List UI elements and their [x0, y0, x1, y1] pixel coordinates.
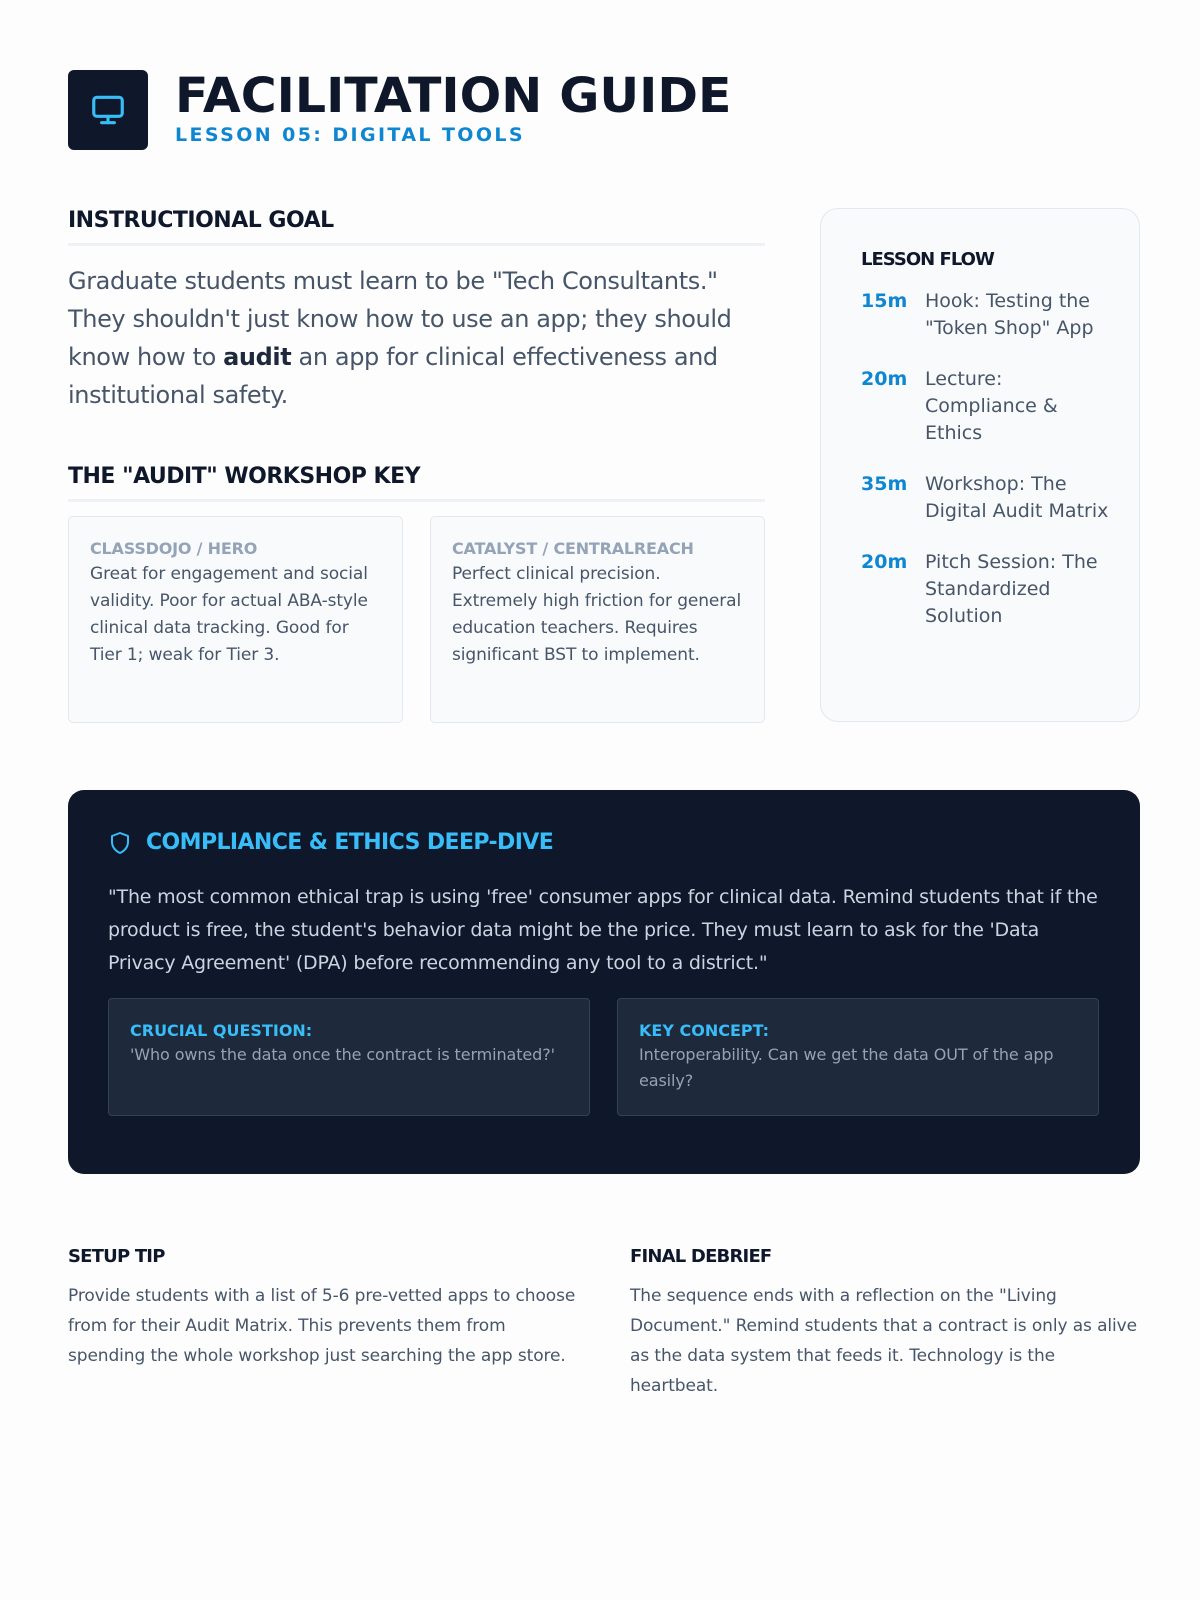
final-debrief [630, 1246, 1140, 1401]
flow-text: Lecture: Compliance & Ethics [925, 368, 1058, 444]
workshop-card [430, 516, 765, 723]
right-column [820, 208, 1140, 723]
compliance-panel [68, 790, 1140, 1174]
lesson-flow-item [861, 366, 1109, 447]
flow-text: Workshop: The Digital Audit Matrix [925, 473, 1109, 522]
monitor-icon [89, 91, 127, 129]
final-debrief-title: FINAL DEBRIEF [630, 1246, 772, 1267]
lesson-flow-list [861, 288, 1109, 630]
workshop-card [68, 516, 403, 723]
workshop-card-title: CLASSDOJO / HERO [90, 539, 258, 558]
logo-badge [68, 70, 148, 150]
compliance-card [617, 998, 1099, 1116]
shield-icon [108, 831, 132, 855]
goal-heading: INSTRUCTIONAL GOAL [68, 208, 765, 246]
setup-tip-body: Provide students with a list of 5-6 pre-vetted apps to choose from for their Audit Matrix. This prevents them from spending the whole workshop just searching the app store. [68, 1286, 576, 1366]
left-column [68, 208, 765, 723]
workshop-heading: THE "AUDIT" WORKSHOP KEY [68, 464, 765, 502]
compliance-cards [108, 998, 1100, 1116]
workshop-card-body: Perfect clinical precision. Extremely high friction for general education teachers. Requires significant BST to implement. [452, 564, 742, 665]
compliance-card-body: 'Who owns the data once the contract is terminated?' [130, 1045, 555, 1064]
lesson-flow-item [861, 549, 1109, 630]
goal-text-start: Graduate students must learn to be "Tech Consultants." They shouldn't just know how to use an app; they should know how to [68, 267, 732, 371]
workshop-card-title: CATALYST / CENTRALREACH [452, 539, 694, 558]
compliance-quote: "The most common ethical trap is using 'free' consumer apps for clinical data. Remind students that if the product is free, the student's behavior data might be the price. They must learn to ask for the 'Data Privacy Agreement' (DPA) before recommending any tool to a district." [108, 886, 1098, 974]
lesson-flow-item [861, 288, 1109, 342]
flow-text: Pitch Session: The Standardized Solution [925, 551, 1098, 627]
lesson-flow-title: LESSON FLOW [861, 249, 994, 270]
goal-text [68, 262, 765, 414]
flow-time: 20m [861, 551, 908, 573]
compliance-card-title: CRUCIAL QUESTION: [130, 1021, 313, 1040]
setup-tip [68, 1246, 578, 1401]
workshop-card-body: Great for engagement and social validity. Poor for actual ABA-style clinical data tracking. Good for Tier 1; weak for Tier 3. [90, 564, 368, 665]
bottom-section [68, 1246, 1140, 1401]
goal-text-end: an app for clinical effectiveness and institutional safety. [68, 343, 718, 409]
flow-time: 35m [861, 473, 908, 495]
final-debrief-body: The sequence ends with a reflection on the "Living Document." Remind students that a contract is only as alive as the data system that feeds it. Technology is the heartbeat. [630, 1286, 1137, 1396]
workshop-cards [68, 516, 765, 723]
compliance-card-title: KEY CONCEPT: [639, 1021, 770, 1040]
page-subtitle: LESSON 05: DIGITAL TOOLS [175, 124, 525, 146]
lesson-flow-item [861, 471, 1109, 525]
page-title: FACILITATION GUIDE [175, 68, 732, 124]
header-text [175, 68, 732, 146]
flow-text: Hook: Testing the "Token Shop" App [925, 290, 1094, 339]
goal-text-emphasis: audit [223, 343, 292, 371]
setup-tip-title: SETUP TIP [68, 1246, 165, 1267]
flow-time: 20m [861, 368, 908, 390]
page-header [68, 70, 1140, 150]
compliance-header [108, 830, 1100, 855]
compliance-card [108, 998, 590, 1116]
facilitation-guide-page [68, 70, 1140, 1401]
lesson-flow-card [820, 208, 1140, 722]
top-section [68, 208, 1140, 723]
compliance-card-body: Interoperability. Can we get the data OUT of the app easily? [639, 1045, 1054, 1090]
flow-time: 15m [861, 290, 908, 312]
compliance-title: COMPLIANCE & ETHICS DEEP-DIVE [146, 830, 554, 855]
